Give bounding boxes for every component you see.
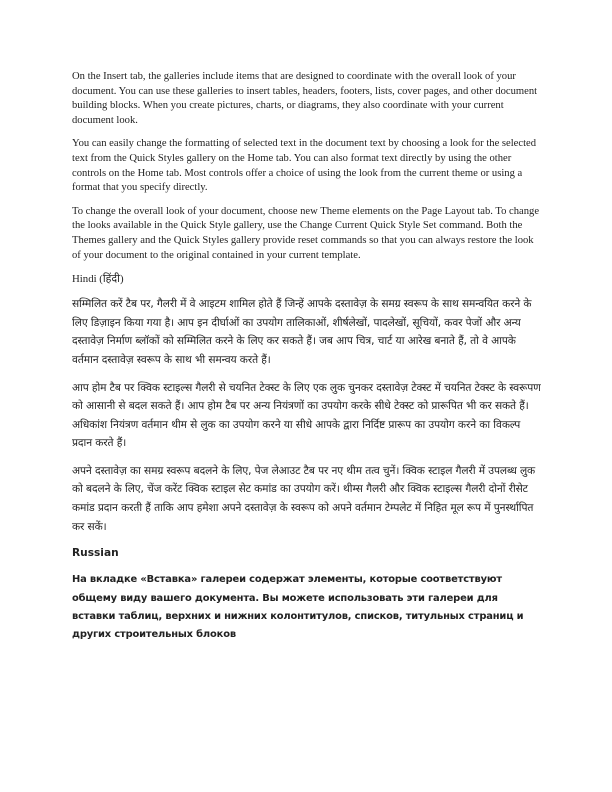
english-paragraph-1: On the Insert tab, the galleries include items that are designed to coordinate with the overall look of your document. You can use these galleries to insert tables, headers, footers, lists, cover pages, and other document building blocks. When you create pictures, charts, or diagrams, they also coordinate with your current document look.: [72, 71, 538, 126]
russian-paragraph: На вкладке «Вставка» галереи содержат элементы, которые соответствуют общему виду вашего документа. Вы можете использовать эти галереи для вставки таблиц, верхних и нижних колонтитулов, списков, титульных страниц и других строительных блоков: [72, 574, 524, 641]
russian-heading: Russian: [72, 547, 119, 560]
hindi-paragraph-1: सम्मिलित करें टैब पर, गैलरी में वे आइटम शामिल होते हैं जिन्हें आपके दस्तावेज़ के समग्र स्वरूप के साथ समन्वयित करने के लिए डिज़ाइन किया गया है। आप इन दीर्घाओं का उपयोग तालिकाओं, शीर्षलेखों, पादलेखों, सूचियों, कवर पेजों और अन्य दस्तावेज़ निर्माण ब्लॉकों को सम्मिलित करने के लिए कर सकते हैं। जब आप चित्र, चार्ट या आरेख बनाते हैं, तो वे आपके वर्तमान दस्तावेज़ स्वरूप के साथ भी समन्वय करते हैं।: [72, 298, 532, 366]
hindi-heading: Hindi (हिंदी): [72, 273, 124, 286]
hindi-paragraph-3: अपने दस्तावेज़ का समग्र स्वरूप बदलने के लिए, पेज लेआउट टैब पर नए थीम तत्व चुनें। क्विक स्टाइल गैलरी में उपलब्ध लुक को बदलने के लिए, चेंज करेंट क्विक स्टाइल सेट कमांड का उपयोग करें। थीम्स गैलरी और क्विक स्टाइल्स गैलरी दोनों रीसेट कमांड प्रदान करती हैं ताकि आप हमेशा अपने दस्तावेज़ के स्वरूप को अपने वर्तमान टेम्पलेट में निहित मूल रूप में पुनर्स्थापित कर सकें।: [72, 464, 536, 533]
document-body: [72, 70, 542, 645]
english-paragraph-3: To change the overall look of your document, choose new Theme elements on the Page Layout tab. To change the looks available in the Quick Style gallery, use the Change Current Quick Style Set command. Both the Themes gallery and the Quick Styles gallery provide reset commands so that you can always restore the look of your document to the original contained in your current template.: [72, 205, 540, 261]
hindi-paragraph-2: आप होम टैब पर क्विक स्टाइल्स गैलरी से चयनित टेक्स्ट के लिए एक लुक चुनकर दस्तावेज़ टेक्स्ट में चयनित टेक्स्ट के स्वरूपण को आसानी से बदल सकते हैं। आप होम टैब पर अन्य नियंत्रणों का उपयोग करके सीधे टेक्स्ट को प्रारूपित भी कर सकते हैं। अधिकांश नियंत्रण वर्तमान थीम से लुक का उपयोग करने या सीधे आपके द्वारा निर्दिष्ट प्रारूप का उपयोग करने का विकल्प प्रदान करते हैं।: [72, 381, 541, 450]
english-paragraph-2: You can easily change the formatting of selected text in the document text by choosing a look for the selected text from the Quick Styles gallery on the Home tab. You can also format text directly by using the other controls on the Home tab. Most controls offer a choice of using the look from the current theme or using a format that you specify directly.: [72, 138, 537, 194]
